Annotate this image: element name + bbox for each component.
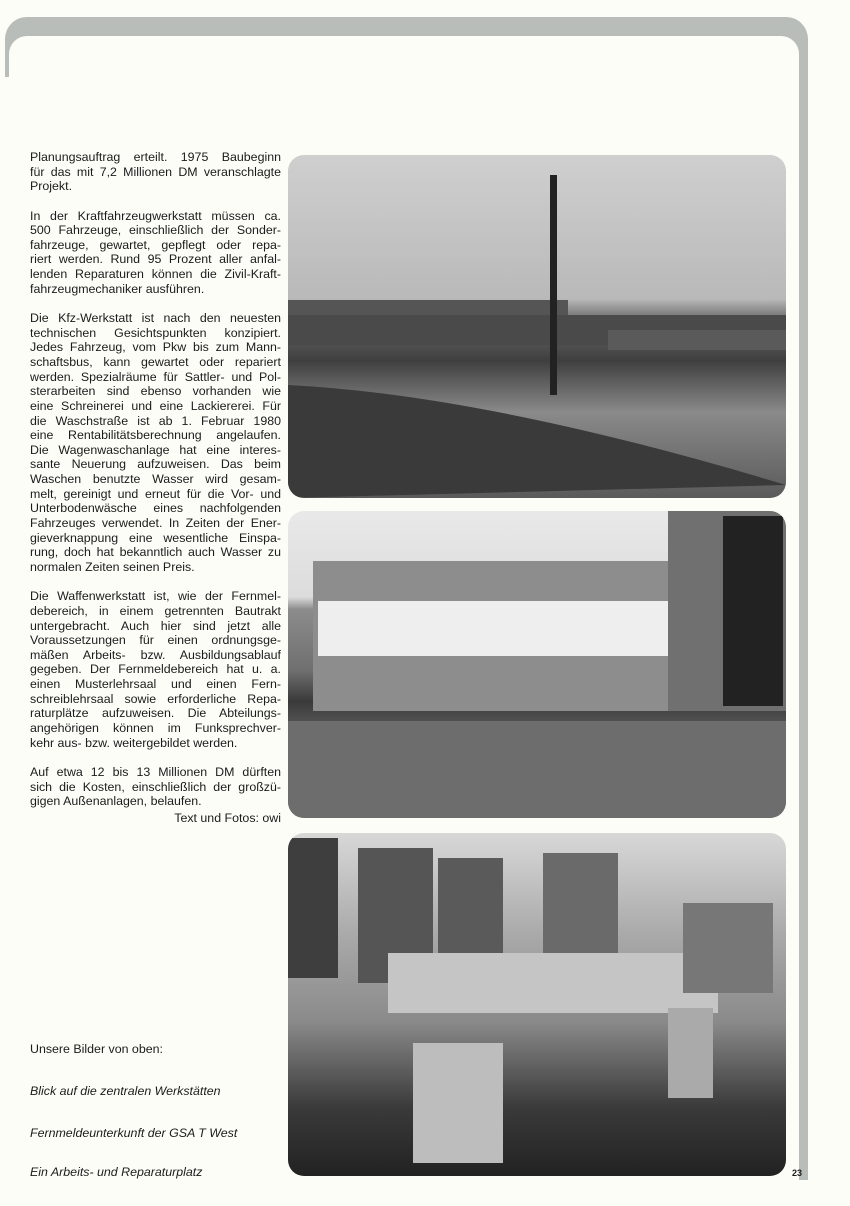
text-line: Die Wagenwaschanlage hat eine interes- [30,442,281,457]
text-line: angehörigen können im Funksprechver- [30,720,281,735]
photo-workshops [288,155,786,498]
text-line: werden. Spezialräume für Sattler- und Pol- [30,369,281,384]
text-line: schaftsbus, kann gewartet oder repariert [30,354,281,369]
text-line: Waschen benutzte Wasser wird gesam- [30,472,281,487]
text-line: sterarbeiten sind ebenso vorhanden wie [30,384,281,399]
text-line: 500 Fahrzeuge, einschließlich der Sonder- [30,223,281,238]
text-line: riert werden. Rund 95 Prozent aller anfal- [30,252,281,267]
text-line: untergebracht. Auch hier sind jetzt alle [30,618,281,633]
photo-credit: Text und Fotos: owi [174,811,281,826]
text-line: Fahrzeuges verwendet. In Zeiten der Ener- [30,516,281,531]
text-line: technischen Gesichtspunkten konzipiert. [30,325,281,340]
text-line: gieverknappung eine wesentliche Einspa- [30,530,281,545]
photo-workstation [288,833,786,1176]
paragraph [30,765,281,809]
text-line: einen Musterlehrsaal und einen Fern- [30,677,281,692]
text-line: Voraussetzungen für einen ordnungsge- [30,633,281,648]
text-line: normalen Zeiten seinen Preis. [30,559,195,574]
text-line: Die Waffenwerkstatt ist, wie der Fernmel- [30,589,281,604]
text-line: lenden Reparaturen können die Zivil-Kraft- [30,267,281,282]
text-line: gegeben. Der Fernmeldebereich hat u. a. [30,662,281,677]
caption-3: Ein Arbeits- und Reparaturplatz [30,1165,203,1179]
captions-intro: Unsere Bilder von oben: [30,1042,163,1056]
text-line: gigen Außenanlagen, belaufen. [30,794,202,809]
text-line: mäßen Arbeits- bzw. Ausbildungsablauf [30,647,281,662]
text-line: Planungsauftrag erteilt. 1975 Baubeginn [30,150,281,164]
text-line: Auf etwa 12 bis 13 Millionen DM dürften [30,764,281,779]
right-border [799,40,808,1180]
photo-telecom-building [288,511,786,818]
text-line: fahrzeugmechaniker ausführen. [30,281,205,296]
text-line: sich die Kosten, einschließlich der großzü- [30,779,281,794]
caption-2: Fernmeldeunterkunft der GSA T West [30,1126,238,1140]
page-number: 23 [792,1168,803,1178]
text-line: Die Kfz-Werkstatt ist nach den neuesten [30,311,281,326]
article-text [30,150,281,826]
paragraph [30,209,281,297]
text-line: für das mit 7,2 Millionen DM veranschlagte [30,164,281,179]
paragraph [30,311,281,575]
text-line: In der Kraftfahrzeugwerkstatt müssen ca. [30,208,281,223]
text-line: eine Rentabilitätsberechnung angelaufen. [30,428,281,443]
text-line: raturplätze aufzuweisen. Die Abteilungs- [30,706,281,721]
text-line: rung, doch hat bekanntlich auch Wasser zu [30,545,281,560]
text-line: melt, gereinigt und erneut für die Vor- und [30,486,281,501]
text-line: debereich, in einem getrennten Bautrakt [30,603,281,618]
paragraph [30,589,281,750]
text-line: schreiblehrsaal sowie erforderliche Repa- [30,691,281,706]
text-line: Jedes Fahrzeug, vom Pkw bis zum Mann- [30,340,281,355]
text-line: kehr aus- bzw. weitergebildet werden. [30,735,238,750]
text-line: fahrzeuge, gewartet, gepflegt oder repa- [30,237,281,252]
text-line: Projekt. [30,179,73,194]
text-line: die Waschstraße ist ab 1. Februar 1980 [30,413,281,428]
text-line: Unterbodenwäsche eines nachfolgenden [30,501,281,516]
text-line: sante Neuerung aufzuweisen. Das beim [30,457,281,472]
text-line: eine Schreinerei und eine Lackiererei. Für [30,398,281,413]
caption-1: Blick auf die zentralen Werkstätten [30,1084,221,1098]
paragraph [30,150,281,194]
